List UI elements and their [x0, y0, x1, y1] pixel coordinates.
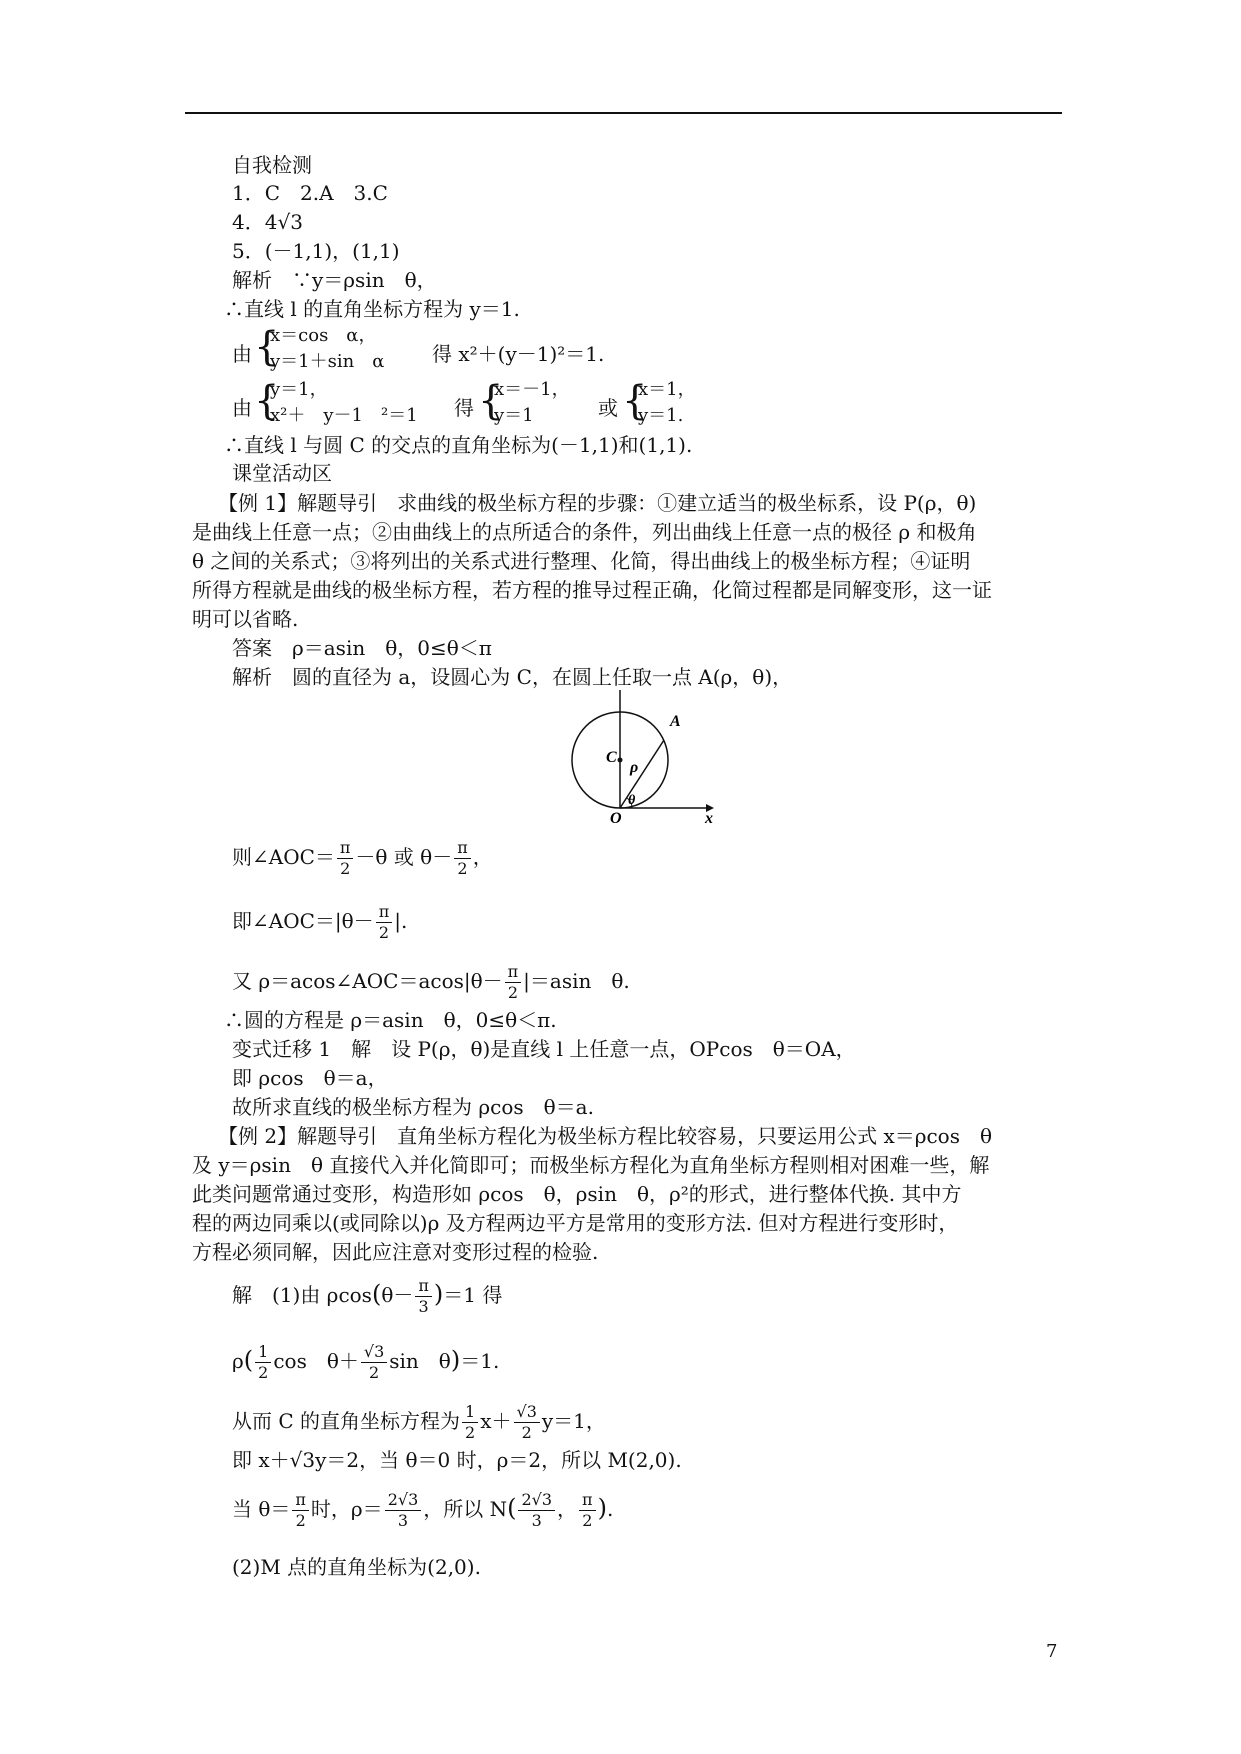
var1-line-2: 即 ρcos θ＝a，	[232, 1066, 388, 1090]
sys2c-brace: {	[622, 378, 648, 424]
sys1-prefix: 由	[232, 342, 252, 366]
sol3	[232, 1402, 606, 1443]
frac-sqrt3-over-2: $\frac{√3}{2}$	[361, 1342, 387, 1383]
label-theta: θ	[628, 793, 636, 808]
ex2-line-1: 【例 2】解题导引 直角坐标方程化为极坐标方程比较容易，只要运用公式 x＝ρcos θ	[218, 1124, 993, 1148]
sol5-comma: ，	[557, 1497, 578, 1521]
sol3-end: y＝1，	[541, 1409, 606, 1433]
sol2-end: ＝1.	[460, 1349, 500, 1373]
ex1-line-5: 明可以省略.	[192, 607, 299, 631]
answer-5: 5．(－1,1)，(1,1)	[232, 239, 400, 263]
ex1-line-3: θ 之间的关系式；③将列出的关系式进行整理、化简，得出曲线上的极坐标方程；④证明	[192, 549, 971, 573]
analysis-line-1: 解析 ∵y＝ρsin θ，	[232, 268, 437, 292]
sol1-mid: θ－	[381, 1283, 414, 1307]
sol5-mid: 时，ρ＝	[310, 1497, 383, 1521]
ex1-line-1: 【例 1】解题导引 求曲线的极坐标方程的步骤：①建立适当的极坐标系，设 P(ρ，θ)	[218, 491, 977, 515]
frac-2sqrt3-over-3: $\frac{2√3}{3}$	[518, 1490, 555, 1531]
frac-pi-over-2: $\frac{\pi}{2}$	[292, 1490, 309, 1531]
frac-1-over-2: $\frac{1}{2}$	[462, 1402, 478, 1443]
frac-sqrt3-over-2: $\frac{√3}{2}$	[514, 1402, 540, 1443]
sys2b-row2: y＝1	[494, 405, 534, 426]
sys2-or: 或	[598, 396, 618, 420]
ex1-line-2: 是曲线上任意一点；②由曲线上的点所适合的条件，列出曲线上任意一点的极径 ρ 和极角	[192, 520, 977, 544]
right-paren: )	[433, 1280, 444, 1308]
sol4: 即 x＋√3y＝2，当 θ＝0 时，ρ＝2，所以 M(2,0).	[232, 1448, 682, 1472]
left-paren: (	[507, 1494, 517, 1522]
eq3-end: |＝asin θ.	[523, 969, 630, 993]
frac-pi-over-2: $\frac{\pi}{2}$	[454, 838, 471, 879]
right-paren: )	[597, 1494, 607, 1522]
label-o: O	[610, 810, 622, 827]
sys2b-brace: {	[478, 378, 504, 424]
self-check-conclusion: ∴直线 l 与圆 C 的交点的直角坐标为(－1,1)和(1,1).	[224, 433, 693, 457]
sys2c-row2: y＝1.	[638, 405, 684, 426]
label-c: C	[606, 749, 617, 766]
label-a: A	[670, 713, 681, 730]
center-point	[618, 758, 623, 763]
sys2-row1: y＝1，	[270, 379, 328, 400]
left-paren: (	[243, 1346, 254, 1374]
page-number: 7	[1046, 1641, 1058, 1662]
ex2-line-4: 程的两边同乘以(或同除以)ρ 及方程两边平方是常用的变形方法. 但对方程进行变形时，	[192, 1211, 959, 1235]
sys1-brace: {	[254, 324, 280, 370]
left-paren: (	[371, 1280, 382, 1308]
answer-4: 4．4√3	[232, 210, 303, 234]
eq1-mid: －θ 或 θ－	[355, 845, 453, 869]
right-paren: )	[450, 1346, 461, 1374]
sol3-prefix: 从而 C 的直角坐标方程为	[232, 1409, 461, 1433]
sol6: (2)M 点的直角坐标为(2,0).	[232, 1555, 481, 1579]
eq1-end: ，	[472, 845, 493, 869]
sol2-prefix: ρ	[232, 1349, 244, 1373]
eq3-prefix: 又 ρ＝acos∠AOC＝acos|θ－	[232, 969, 503, 993]
answers-1-3: 1．C 2.A 3.C	[232, 181, 388, 205]
ex2-line-3: 此类问题常通过变形，构造形如 ρcos θ，ρsin θ，ρ²的形式，进行整体代换. 其中方	[192, 1182, 962, 1206]
eq2-prefix: 即∠AOC＝|θ－	[232, 909, 374, 933]
label-rho: ρ	[630, 759, 639, 776]
frac-pi-over-3: $\frac{\pi}{3}$	[415, 1276, 432, 1317]
sol2-sin: sin θ	[389, 1349, 451, 1373]
sys2-row2: x²＋ y－1 ²＝1	[270, 405, 418, 426]
frac-pi-over-2: $\frac{\pi}{2}$	[337, 838, 354, 879]
frac-1-over-2: $\frac{1}{2}$	[255, 1342, 271, 1383]
eq2	[232, 902, 407, 943]
sol5-end: .	[606, 1497, 614, 1521]
sol1	[232, 1276, 502, 1317]
frac-pi-over-2: $\frac{\pi}{2}$	[376, 902, 393, 943]
eq2-end: |.	[394, 909, 408, 933]
label-x: x	[705, 810, 713, 827]
sys1-row1: x＝cos α，	[270, 325, 377, 346]
ex1-line-4: 所得方程就是曲线的极坐标方程，若方程的推导过程正确，化简过程都是同解变形，这一证	[192, 578, 992, 602]
header-rule	[185, 112, 1062, 114]
eq1-prefix: 则∠AOC＝	[232, 845, 335, 869]
var1-line-3: 故所求直线的极坐标方程为 ρcos θ＝a.	[232, 1095, 594, 1119]
classroom-heading: 课堂活动区	[232, 461, 332, 485]
sol3-x: x＋	[480, 1409, 512, 1433]
sys2-brace: {	[254, 378, 280, 424]
ex1-answer: 答案 ρ＝asin θ，0≤θ＜π	[232, 636, 492, 660]
sol1-prefix: 解 (1)由 ρcos	[232, 1283, 372, 1307]
sol5-mid2: ，所以 N	[423, 1497, 508, 1521]
ex2-line-2: 及 y＝ρsin θ 直接代入并化简即可；而极坐标方程化为直角坐标方程则相对困难一些，解	[192, 1153, 990, 1177]
sys2-prefix: 由	[232, 396, 252, 420]
analysis-line-2: ∴直线 l 的直角坐标方程为 y＝1.	[224, 297, 520, 321]
sol5	[232, 1490, 613, 1531]
eq1	[232, 838, 493, 879]
var1-line-1: 变式迁移 1 解 设 P(ρ，θ)是直线 l 上任意一点，OPcos θ＝OA，	[232, 1037, 856, 1061]
radius-oa	[620, 740, 664, 808]
sys2-mid: 得	[454, 396, 474, 420]
ex1-analysis: 解析 圆的直径为 a，设圆心为 C，在圆上任取一点 A(ρ，θ)，	[232, 665, 793, 689]
sol2	[232, 1342, 499, 1383]
sol5-prefix: 当 θ＝	[232, 1497, 291, 1521]
eq3	[232, 962, 630, 1003]
frac-pi-over-2: $\frac{\pi}{2}$	[579, 1490, 596, 1531]
sys2c-row1: x＝1，	[638, 379, 696, 400]
sol2-cos: cos θ＋	[273, 1349, 359, 1373]
sys1-result: 得 x²＋(y－1)²＝1.	[432, 342, 605, 366]
frac-2sqrt3-over-3: $\frac{2√3}{3}$	[385, 1490, 422, 1531]
sol1-end: ＝1 得	[443, 1283, 503, 1307]
sys1-row2: y＝1＋sin α	[270, 351, 385, 372]
frac-pi-over-2: $\frac{\pi}{2}$	[505, 962, 522, 1003]
ex2-line-5: 方程必须同解，因此应注意对变形过程的检验.	[192, 1240, 599, 1264]
eq4: ∴圆的方程是 ρ＝asin θ，0≤θ＜π.	[224, 1008, 557, 1032]
self-check-heading: 自我检测	[232, 153, 312, 177]
sys2b-row1: x＝－1，	[494, 379, 570, 400]
circle-figure	[560, 690, 730, 830]
